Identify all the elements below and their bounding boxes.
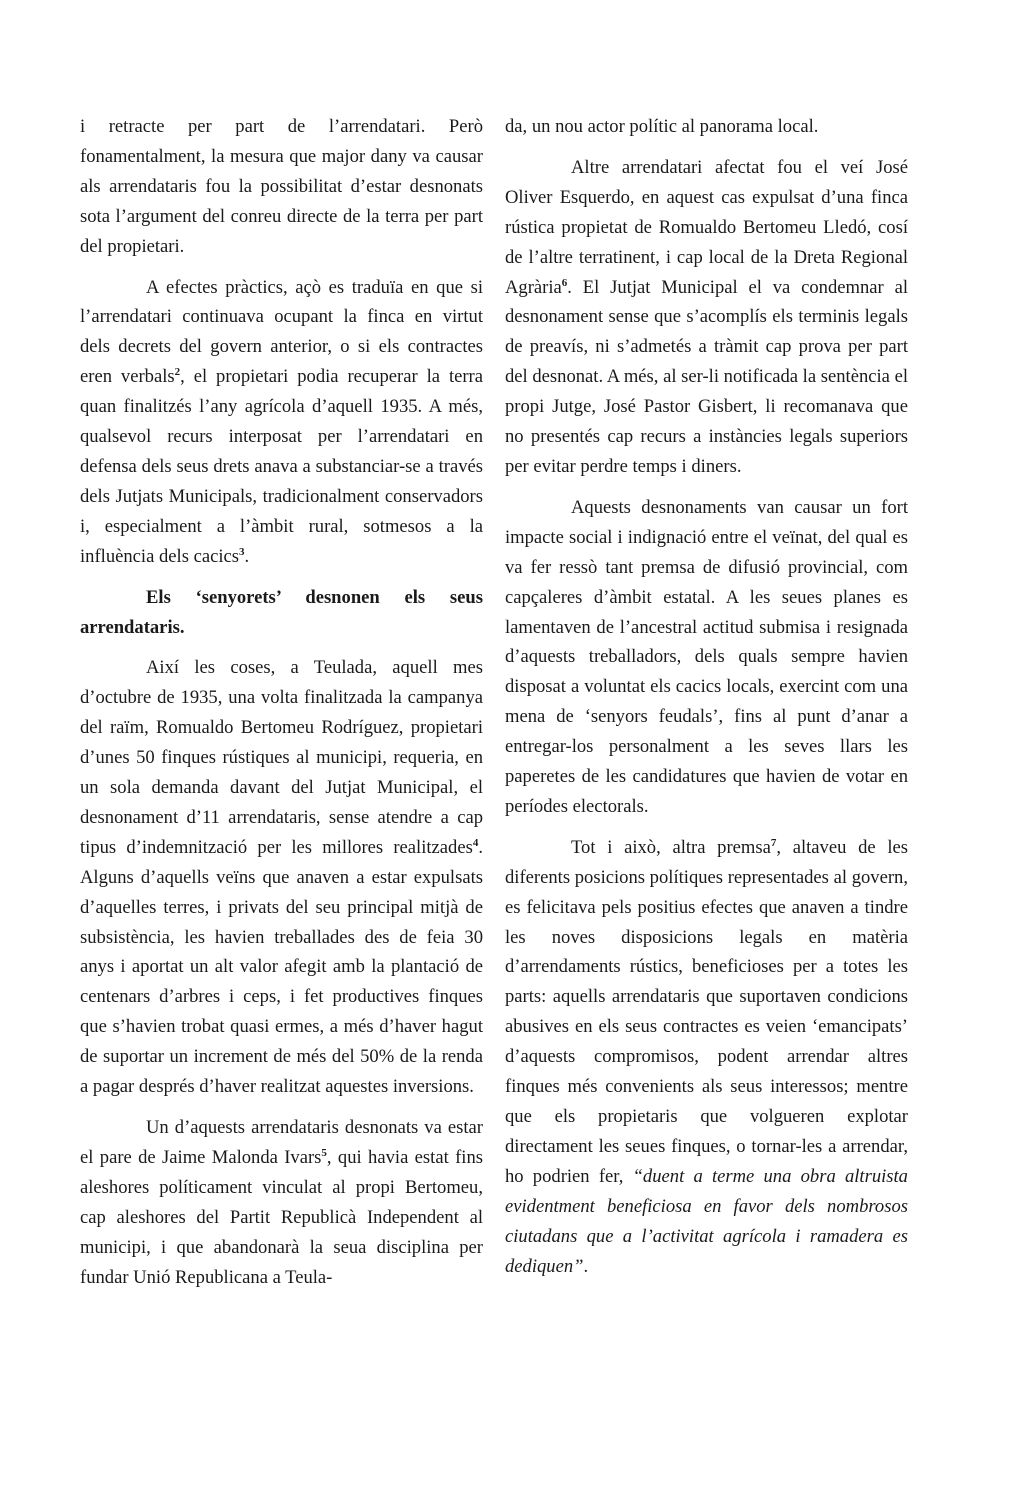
paragraph-text: . Alguns d’aquells veïns que anaven a estar expulsats d’aquelles terres, i privats del seu principal mitjà de subsistència, les havien treballades des de feia 30 anys i aportat un alt valor afegit amb la plantació de centenars d’arbres i ceps, i fet productives finques que s’havien trobat quasi ermes, a més d’haver hagut de suportar un increment de més del 50% de la renda a pagar després d’haver realitzat aquestes inversions. [80, 836, 483, 1098]
right-column [505, 112, 908, 1292]
footnote-marker[interactable]: 4 [472, 836, 479, 849]
paragraph-text: . [583, 1255, 589, 1277]
paragraph [80, 653, 483, 1102]
paragraph [80, 1113, 483, 1292]
paragraph-text: da, un nou actor polític al panorama local. [505, 116, 819, 137]
footnote-marker[interactable]: 5 [321, 1146, 327, 1159]
quoted-text: “duent a terme una obra altruista evidentment beneficiosa en favor dels nombrosos ciutadans que a l’activitat agrícola i ramadera es dediquen” [505, 1165, 908, 1277]
paragraph-text: A efectes pràctics, açò es traduïa en que si l’arrendatari continuava ocupant la finca en virtut dels decrets del govern anterior, o si els contractes eren verbals [80, 276, 483, 388]
paragraph [80, 273, 483, 572]
footnote-marker[interactable]: 6 [561, 276, 568, 289]
paragraph-text: Un d’aquests arrendataris desnonats va estar el pare de Jaime Malonda Ivars [80, 1117, 483, 1168]
paragraph [505, 833, 908, 1282]
paragraph-text: Aquests desnonaments van causar un fort impacte social i indignació entre el veïnat, del qual es va fer ressò tant premsa de difusió provincial, com capçaleres d’àmbit estatal. A les seues planes es lamentaven de l’ancestral actitud submisa i resignada d’aquests treballadors, dels quals sempre havien disposat a voluntat els cacics locals, exercint com una mena de ‘senyors feudals’, fins al punt d’anar a entregar-los personalment a les seves llars les paperetes de les candidatures que havien de votar en períodes electorals. [505, 496, 908, 817]
paragraph-text: . El Jutjat Municipal el va condemnar al desnonament sense que s’acomplís els terminis legals de preavís, ni s’admetés a tràmit cap prova per part del desnonat. A més, al ser-li notificada la sentència el propi Jutge, José Pastor Gisbert, li recomanava que no presentés cap recurs a instàncies legals superiors per evitar perdre temps i diners. [505, 276, 908, 477]
paragraph-text: i retracte per part de l’arrendatari. Però fonamentalment, la mesura que major dany va causar als arrendataris fou la possibilitat d’estar desnonats sota l’argument del conreu directe de la terra per part del propietari. [80, 116, 483, 257]
paragraph-text: Tot i això, altra premsa [571, 836, 771, 858]
paragraph-text: , el propietari podia recuperar la terra quan finalitzés l’any agrícola d’aquell 1935. A més, qualsevol recurs interposat per l’arrendatari en defensa dels seus drets anava a substanciar-se a través dels Jutjats Municipals, tradicionalment conservadors i, especialment a l’àmbit rural, sotmesos a la influència dels cacics [80, 366, 483, 567]
paragraph-text: Així les coses, a Teulada, aquell mes d’octubre de 1935, una volta finalitzada la campanya del raïm, Romualdo Bertomeu Rodríguez, propietari d’unes 50 finques rústiques al municipi, requeria, en un sola demanda davant del Jutjat Municipal, el desnonament d’11 arrendataris, sense atendre a cap tipus d’indemnització per les millores realitzades [80, 657, 483, 858]
paragraph-text: Altre arrendatari afectat fou el veí José Oliver Esquerdo, en aquest cas expulsat d’una finca rústica propietat de Romualdo Bertomeu Lledó, cosí de l’altre terratinent, i cap local de la Dreta Regional Agrària [505, 156, 908, 298]
footnote-marker[interactable]: 3 [239, 545, 245, 558]
footnote-marker[interactable]: 2 [174, 366, 181, 379]
paragraph-text: , altaveu de les diferents posicions polítiques representades al govern, es felicitava pels positius efectes que anaven a tindre les noves disposicions legals en matèria d’arrendaments rústics, beneficioses per a totes les parts: aquells arrendataris que suportaven condicions abusives en els seus contractes es veien ‘emancipats’ d’aquests compromisos, podent arrendar altres finques més convenients als seus interessos; mentre que els propietaris que volgueren explotar directament les seues finques, o tornar-les a arrendar, ho podrien fer, [505, 836, 909, 1187]
paragraph [505, 153, 908, 482]
left-column [80, 112, 483, 1303]
paragraph [80, 112, 483, 262]
section-heading: Els ‘senyorets’ desnonen els seus arrendataris. [80, 586, 483, 638]
paragraph [505, 112, 908, 142]
footnote-marker[interactable]: 7 [770, 836, 777, 849]
paragraph [505, 493, 908, 822]
paragraph-text: , qui havia estat fins aleshores políticament vinculat al propi Bertomeu, cap aleshores del Partit Republicà Independent al municipi, i que abandonarà la seua disciplina per fundar Unió Republicana a Teula- [80, 1146, 484, 1288]
paragraph-text: . [244, 545, 250, 567]
